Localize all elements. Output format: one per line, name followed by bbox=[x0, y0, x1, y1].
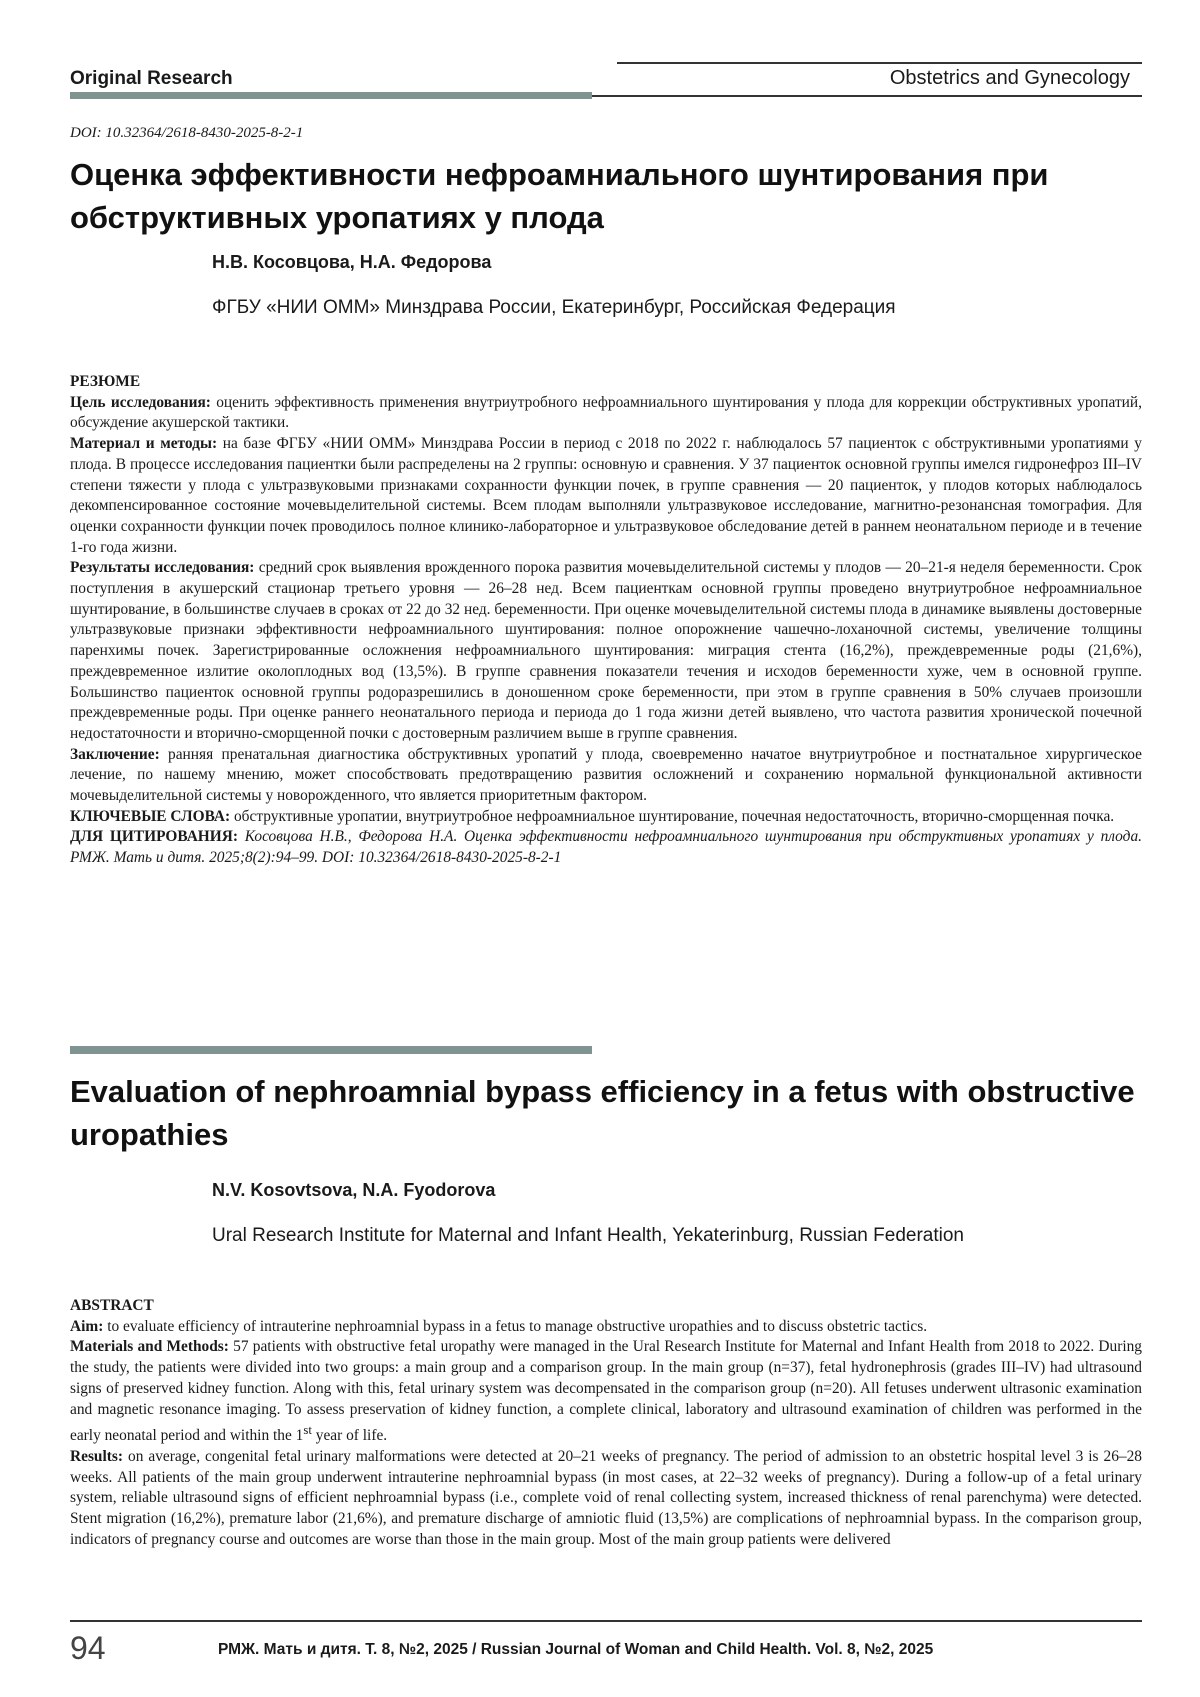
citation-text-ru: Косовцова Н.В., Федорова Н.А. Оценка эффективности нефроамниального шунтирования при обструктивных уропатиях у плода. РМЖ. Мать и дитя. 2025;8(2):94–99. DOI: 10.32364/2618-8430-2025-8-2-1 bbox=[70, 828, 1142, 867]
footer-rule bbox=[70, 1620, 1142, 1622]
aim-text-ru: оценить эффективность применения внутриутробного нефроамниального шунтирования у плода для коррекции обструктивных уропатий, обсуждение акушерской тактики. bbox=[70, 393, 1142, 432]
conclusion-label-ru: Заключение: bbox=[70, 745, 160, 763]
authors-ru: Н.В. Косовцова, Н.А. Федорова bbox=[212, 252, 492, 272]
abstract-en-heading: ABSTRACT bbox=[70, 1297, 154, 1314]
methods-text-en-1: 57 patients with obstructive fetal uropathy were managed in the Ural Research Institute for Maternal and Infant Health from 2018 to 2022. During the study, the patients were divided into two groups: a main group and a comparison group. In the main group (n=37), fetal hydronephrosis (grades III–IV) had ultrasound signs of preserved kidney function. Along with this, fetal urinary system was decompensated in the comparison group (n=20). All fetuses underwent ultrasonic examination and magnetic resonance imaging. To assess preservation of kidney function, a complete clinical, laboratory and ultrasound examination of children was performed in the early neonatal period and within the 1 bbox=[70, 1338, 1143, 1445]
aim-text-en: to evaluate efficiency of intrauterine nephroamnial bypass in a fetus to manage obstructive uropathies and to discuss obstetric tactics. bbox=[103, 1317, 928, 1335]
page-number: 94 bbox=[70, 1630, 106, 1666]
abstract-ru-heading: РЕЗЮМЕ bbox=[70, 373, 141, 390]
results-label-en: Results: bbox=[70, 1448, 124, 1466]
affiliation-en: Ural Research Institute for Maternal and Infant Health, Yekaterinburg, Russian Federation bbox=[212, 1225, 964, 1246]
abstract-ru-results bbox=[70, 558, 1142, 744]
header-rule-thin bbox=[592, 95, 1142, 97]
abstract-en-results bbox=[70, 1447, 1142, 1551]
authors-en: N.V. Kosovtsova, N.A. Fyodorova bbox=[212, 1180, 496, 1200]
header-section-label: Original Research bbox=[70, 68, 233, 89]
abstract-en bbox=[70, 1296, 1142, 1551]
title-ru: Оценка эффективности нефроамниального шунтирования при обструктивных уропатиях у плода bbox=[70, 157, 1049, 235]
header-category-label: Obstetrics and Gynecology bbox=[889, 67, 1130, 89]
methods-text-en-2: year of life. bbox=[311, 1427, 388, 1445]
methods-sup-en: st bbox=[303, 1423, 312, 1438]
abstract-ru-conclusion bbox=[70, 745, 1142, 807]
doi: DOI: 10.32364/2618-8430-2025-8-2-1 bbox=[70, 125, 304, 141]
conclusion-text-ru: ранняя пренатальная диагностика обструктивных уропатий у плода, своевременно начатое внутриутробное и постнатальное хирургическое лечение, по нашему мнению, может способствовать предотвращению развития осложнений и сохранению нормальной функциональной активности мочевыделительной системы у новорожденного, что является приоритетным фактором. bbox=[70, 745, 1142, 805]
title-en: Evaluation of nephroamnial bypass efficiency in a fetus with obstructive uropathies bbox=[70, 1074, 1135, 1152]
abstract-en-aim bbox=[70, 1317, 1142, 1338]
keywords-label-ru: КЛЮЧЕВЫЕ СЛОВА: bbox=[70, 807, 231, 825]
keywords-text-ru: обструктивные уропатии, внутриутробное нефроамниальное шунтирование, почечная недостаточность, вторично-сморщенная почка. bbox=[230, 807, 1115, 825]
abstract-en-methods bbox=[70, 1337, 1142, 1447]
aim-label-ru: Цель исследования: bbox=[70, 393, 211, 411]
aim-label-en: Aim: bbox=[70, 1317, 104, 1335]
journal-footer: РМЖ. Мать и дитя. Т. 8, №2, 2025 / Russian Journal of Woman and Child Health. Vol. 8, №2, 2025 bbox=[218, 1641, 934, 1658]
results-text-ru: средний срок выявления врожденного порока развития мочевыделительной системы у плодов — 20–21-я неделя беременности. Срок поступления в акушерский стационар третьего уровня — 26–28 нед. Всем пациенткам основной группы проведено внутриутробное нефроамниальное шунтирование, в большинстве случаев в сроках от 22 до 32 нед. беременности. При оценке мочевыделительной системы плода в динамике выявлены достоверные ультразвуковые признаки эффективности нефроамниального шунтирования: полное опорожнение чашечно-лоханочной системы, увеличение толщины паренхимы почек. Зарегистрированные осложнения нефроамниального шунтирования: миграция стента (16,2%), преждевременные роды (21,6%), преждевременное излитие околоплодных вод (13,5%). В группе сравнения показатели течения и исходов беременности хуже, чем в основной группе. Большинство пациенток основной группы родоразрешились в доношенном сроке беременности, при этом в группе сравнения в 50% случаев произошли преждевременные роды. При оценке раннего неонатального периода и периода до 1 года жизни детей выявлено, что частота развития хронической почечной недостаточности и вторично-сморщенной почки с достоверным различием выше в группе сравнения. bbox=[70, 559, 1142, 742]
abstract-ru-citation bbox=[70, 827, 1142, 868]
abstract-ru-aim bbox=[70, 393, 1142, 434]
methods-text-ru: на базе ФГБУ «НИИ ОММ» Минздрава России в период с 2018 по 2022 г. наблюдалось 57 пациенток с обструктивными уропатиями у плода. В процессе исследования пациентки были распределены на 2 группы: основную и сравнения. У 37 пациенток основной группы имелся гидронефроз III–IV степени тяжести у плода с ультразвуковыми признаками сохранности функции почек, в группе сравнения — 20 пациенток, у плодов которых наблюдалось декомпенсированное состояние мочевыделительной системы. Всем плодам выполняли ультразвуковое исследование, магнитно-резонансная томография. Для оценки сохранности функции почек проводилось полное клинико-лабораторное и ультразвуковое обследование детей в раннем неонатальном периоде и в течение 1-го года жизни. bbox=[70, 435, 1142, 556]
section-divider-bar bbox=[70, 1046, 592, 1054]
abstract-ru bbox=[70, 372, 1142, 869]
results-text-en: on average, congenital fetal urinary malformations were detected at 20–21 weeks of pregnancy. The period of admission to an obstetric hospital level 3 is 26–28 weeks. All patients of the main group underwent intrauterine nephroamnial bypass (in most cases, at 22–32 weeks of pregnancy). During a follow-up of a fetal urinary system, reliable ultrasound signs of efficient nephroamnial bypass (i.e., complete void of renal collecting system, increased thickness of renal parenchyma) were detected. Stent migration (16,2%), premature labor (21,6%), and premature discharge of amniotic fluid (13,5%) are complications of nephroamnial bypass. In the comparison group, indicators of pregnancy course and outcomes are worse than those in the main group. Most of the main group patients were delivered bbox=[70, 1448, 1142, 1548]
header-rule-top bbox=[617, 62, 1142, 64]
methods-label-ru: Материал и методы: bbox=[70, 435, 218, 453]
abstract-ru-keywords bbox=[70, 807, 1142, 828]
abstract-ru-methods bbox=[70, 434, 1142, 558]
results-label-ru: Результаты исследования: bbox=[70, 559, 255, 577]
citation-label-ru: ДЛЯ ЦИТИРОВАНИЯ: bbox=[70, 828, 238, 846]
header-accent-bar bbox=[70, 92, 592, 99]
methods-label-en: Materials and Methods: bbox=[70, 1338, 229, 1356]
affiliation-ru: ФГБУ «НИИ ОММ» Минздрава России, Екатеринбург, Российская Федерация bbox=[212, 297, 896, 318]
